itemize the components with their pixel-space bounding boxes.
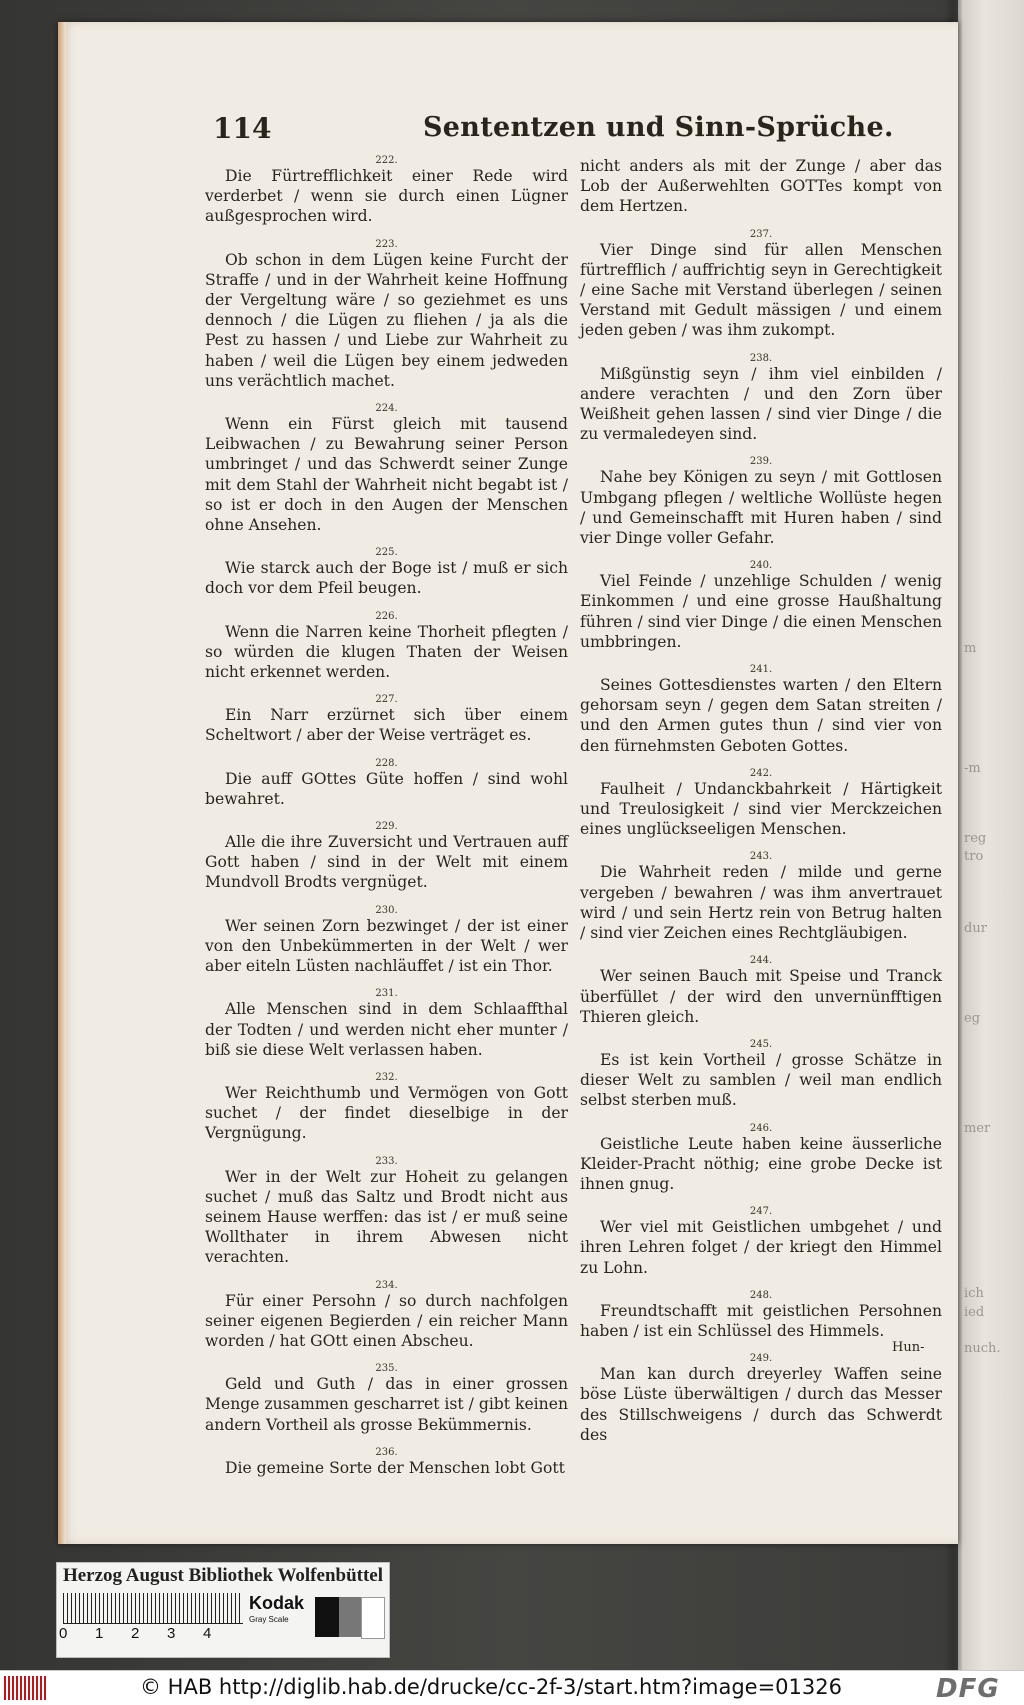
aphorism-number: 242. (749, 767, 773, 779)
aphorism-text: Nahe bey Königen zu seyn / mit Gottlosen Umbgang pflegen / weltliche Wollüste hegen / und Gemeinschafft mit Huren haben / sind vier Dinge voller Gefahr. (580, 468, 942, 548)
color-calibration-card (56, 1562, 390, 1658)
aphorism-number: 231. (375, 988, 398, 1000)
aphorism-text: Die Wahrheit reden / milde und gerne vergeben / bewahren / was ihm anvertrauet wird / und sein Hertz rein von Betrug halten / sind vier Zeichen eines Rechtgläubigen. (580, 863, 942, 943)
aphorism-text: Viel Feinde / unzehlige Schulden / wenig Einkommen / und eine grosse Haußhaltung führen / sind vier Dinge / die einen Menschen umbbringen. (580, 572, 942, 651)
aphorism-entry (205, 1364, 568, 1435)
aphorism-number: 249. (749, 1353, 773, 1365)
aphorism-text: Wer Reichthumb und Vermögen von Gott suchet / der findet dieselbige in der Vergnügung. (205, 1083, 568, 1143)
aphorism-text: Alle die ihre Zuversicht und Vertrauen auff Gott haben / sind in der Welt mit einem Mundvoll Brodts vergnüget. (205, 833, 568, 892)
aphorism-text: Es ist kein Vortheil / grosse Schätze in dieser Welt zu samblen / weil man endlich selbst sterben muß. (580, 1050, 942, 1110)
aphorism-entry (205, 404, 568, 535)
bleed-text: tro (964, 849, 984, 864)
aphorism-entry (580, 1354, 942, 1445)
aphorism-entry (580, 561, 942, 652)
aphorism-text: Man kan durch dreyerley Waffen seine böse Lüste überwältigen / durch das Messer des Stillschweigens / durch das Schwerdt des (580, 1365, 942, 1444)
page-header (213, 112, 913, 152)
aphorism-text: Mißgünstig seyn / ihm viel einbilden / andere verachten / und den Zorn über Weißheit gehen lassen / sind vier Dinge / die zu vermaledeyen sind. (580, 364, 942, 444)
aphorism-text: Seines Gottesdienstes warten / den Eltern gehorsam seyn / gegen dem Satan streiten / und den Armen gutes thun / sind vier von den fürnehmsten Geboten Gottes. (580, 676, 942, 755)
gray-swatch-mid (339, 1597, 361, 1637)
source-url[interactable]: © HAB http://diglib.hab.de/drucke/cc-2f-3/start.htm?image=01326 (140, 1675, 842, 1699)
aphorism-text: Freundtschafft mit geistlichen Persohnen haben / ist ein Schlüssel des Himmels. (580, 1301, 942, 1340)
ruler-number: 2 (131, 1625, 140, 1642)
aphorism-entry (205, 156, 568, 227)
aphorism-entry (205, 1073, 568, 1144)
aphorism-entry (205, 1448, 568, 1478)
aphorism-entry (580, 1291, 942, 1341)
bleed-text: dur (964, 921, 987, 936)
kodak-brand: Kodak (249, 1593, 305, 1613)
aphorism-text: nicht anders als mit der Zunge / aber das Lob der Außerwehlten GOTTes kompt von dem Hertzen. (580, 157, 942, 216)
aphorism-text: Wie starck auch der Boge ist / muß er sich doch vor dem Pfeil beugen. (205, 559, 568, 598)
aphorism-entry (580, 156, 942, 217)
aphorism-number: 224. (375, 403, 398, 415)
barcode-icon (4, 1676, 46, 1700)
running-title: Sententzen und Sinn-Sprüche. (423, 112, 894, 143)
aphorism-number: 244. (749, 955, 773, 967)
aphorism-number: 232. (375, 1071, 398, 1083)
aphorism-entry (580, 1124, 942, 1195)
aphorism-text: Geld und Guth / das in einer grossen Menge zusammen gescharret ist / gibt keinen andern Vortheil als grosse Bekümmernis. (205, 1375, 568, 1434)
aphorism-text: Wer seinen Bauch mit Speise und Tranck überfüllet / der wird den unvernünfftigen Thieren gleich. (580, 967, 942, 1026)
aphorism-entry (580, 230, 942, 341)
aphorism-entry (205, 695, 568, 745)
aphorism-entry (205, 548, 568, 598)
aphorism-number: 246. (749, 1122, 773, 1134)
aphorism-number: 247. (749, 1206, 773, 1218)
bleed-text: m (964, 641, 977, 656)
aphorism-text: Ein Narr erzürnet sich über einem Scheltwort / aber der Weise verträget es. (205, 706, 568, 745)
aphorism-number: 237. (749, 228, 773, 240)
aphorism-number: 229. (375, 821, 398, 833)
ruler-number: 4 (203, 1625, 212, 1642)
bleed-text: ich (964, 1286, 984, 1301)
aphorism-number: 222. (375, 155, 398, 166)
page-number: 114 (213, 112, 272, 145)
aphorism-entry (205, 759, 568, 809)
bleed-text: ied (964, 1305, 985, 1320)
aphorism-entry (205, 612, 568, 683)
bleed-text: reg (964, 831, 987, 846)
aphorism-number: 238. (749, 352, 773, 364)
aphorism-number: 241. (749, 664, 773, 676)
measurement-ruler (63, 1593, 243, 1624)
facing-page-edge (958, 0, 1024, 1670)
aphorism-text: Für einer Persohn / so durch nachfolgen seiner eigenen Begierden / ein reicher Mann worden / hat GOtt einen Abscheu. (205, 1291, 568, 1350)
ruler-number: 3 (167, 1625, 176, 1642)
aphorism-entry (580, 1207, 942, 1278)
aphorism-text: Faulheit / Undanckbahrkeit / Härtigkeit und Treulosigkeit / sind vier Merckzeichen eines unglückseeligen Menschen. (580, 779, 942, 839)
aphorism-text: Ob schon in dem Lügen keine Furcht der Straffe / und in der Wahrheit keine Hoffnung der Vergeltung wäre / so geziehmet es uns dennoch / die Lügen zu fliehen / ja als die Pest zu hassen / und Liebe zur Wahrheit zu haben / weil die Lügen bey einem jedweden uns verächtlich machet. (205, 250, 568, 390)
aphorism-entry (205, 1157, 568, 1268)
aphorism-entry (580, 852, 942, 943)
aphorism-number: 227. (375, 694, 398, 706)
aphorism-entry (205, 1281, 568, 1352)
aphorism-number: 233. (375, 1155, 398, 1167)
aphorism-entry (580, 1040, 942, 1111)
aphorism-entry (205, 989, 568, 1060)
aphorism-number: 234. (375, 1279, 398, 1291)
aphorism-number: 236. (375, 1446, 398, 1458)
library-name: Herzog August Bibliothek Wolfenbüttel (62, 1565, 384, 1586)
aphorism-text: Die auff GOttes Güte hoffen / sind wohl bewahret. (205, 769, 568, 808)
aphorism-number: 235. (375, 1363, 398, 1375)
bleed-text: nuch. (964, 1341, 1001, 1356)
aphorism-text: Wenn die Narren keine Thorheit pflegten / so würden die klugen Thaten der Weisen nicht erkennet werden. (205, 622, 568, 682)
aphorism-text: Vier Dinge sind für allen Menschen fürtrefflich / auffrichtig seyn in Gerechtigkeit / eine Sache mit Verstand überlegen / seinen Verstand mit Gedult mässigen / und einem jeden geben / was ihm zukompt. (580, 240, 942, 340)
aphorism-entry (580, 457, 942, 548)
aphorism-text: Alle Menschen sind in dem Schlaaffthal der Todten / und werden nicht eher munter / biß sie diese Welt verlassen haben. (205, 1000, 568, 1059)
aphorism-number: 243. (749, 851, 773, 863)
aphorism-number: 239. (749, 456, 773, 468)
gray-swatch-black (315, 1597, 339, 1637)
bleed-text: -m (964, 761, 981, 776)
aphorism-number: 245. (749, 1038, 773, 1050)
ruler-number: 0 (59, 1625, 68, 1642)
aphorism-entry (580, 665, 942, 756)
aphorism-text: Geistliche Leute haben keine äusserliche Kleider-Pracht nöthig; eine grobe Decke ist ihnen gnug. (580, 1134, 942, 1193)
gray-scale-label: Gray Scale (249, 1615, 289, 1624)
aphorism-number: 226. (375, 610, 398, 622)
ruler-number: 1 (95, 1625, 104, 1642)
aphorism-number: 240. (749, 560, 773, 572)
aphorism-text: Wer in der Welt zur Hoheit zu gelangen suchet / muß das Saltz und Brodt nicht aus seinem Hause werffen: das ist / er muß seine Wollthater in ihrem Abwesen nicht verachten. (205, 1167, 568, 1267)
aphorism-entry (580, 354, 942, 445)
aphorism-text: Wenn ein Fürst gleich mit tausend Leibwachen / zu Bewahrung seiner Person umbringet / und das Schwerdt seiner Zunge mit dem Stahl der Wahrheit nicht begabt ist / so ist er doch in den Augen der Menschen ohne Ansehen. (205, 415, 568, 535)
aphorism-number: 248. (749, 1289, 773, 1301)
catchword: Hun- (892, 1340, 925, 1355)
aphorism-entry (580, 956, 942, 1027)
right-column (580, 156, 942, 1458)
aphorism-entry (205, 822, 568, 893)
bleed-text: eg (964, 1011, 981, 1026)
aphorism-entry (205, 240, 568, 391)
aphorism-text: Wer viel mit Geistlichen umbgehet / und ihren Lehren folget / der kriegt den Himmel zu Lohn. (580, 1218, 942, 1277)
page-edge (58, 22, 66, 1544)
footer-bar (0, 1670, 1024, 1705)
dfg-logo: DFG (936, 1674, 1000, 1704)
aphorism-number: 223. (375, 238, 398, 250)
aphorism-entry (205, 906, 568, 977)
aphorism-number: 225. (375, 547, 398, 559)
left-column (205, 156, 568, 1491)
aphorism-number: 230. (375, 904, 398, 916)
aphorism-entry (580, 769, 942, 840)
aphorism-text: Die gemeine Sorte der Menschen lobt Gott (225, 1458, 565, 1477)
aphorism-number: 228. (375, 757, 398, 769)
bleed-text: mer (964, 1121, 991, 1136)
aphorism-text: Die Fürtrefflichkeit einer Rede wird verderbet / wenn sie durch einen Lügner außgesprochen wird. (205, 167, 568, 226)
gray-swatch-white (361, 1597, 385, 1639)
aphorism-text: Wer seinen Zorn bezwinget / der ist einer von den Unbekümmerten in der Welt / wer aber eiteln Lüsten nachläuffet / ist ein Thor. (205, 916, 568, 976)
